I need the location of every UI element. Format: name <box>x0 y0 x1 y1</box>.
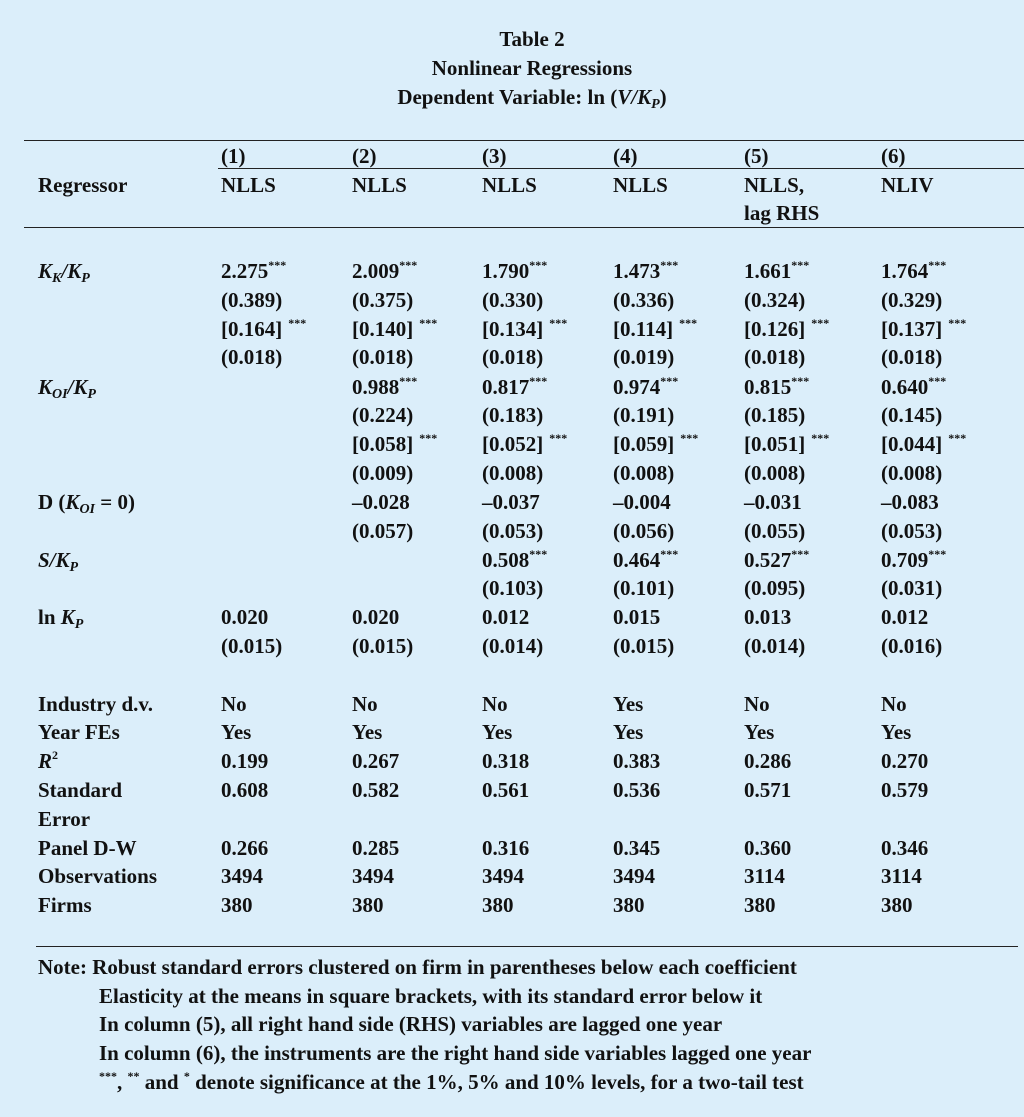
cell-value: 1.790 <box>482 259 530 283</box>
significance-stars: *** <box>268 258 287 272</box>
stat-cell: 0.270 <box>881 749 929 773</box>
table-cell <box>352 517 413 546</box>
table-cell <box>613 459 674 488</box>
column-number: (3) <box>482 144 507 168</box>
cell-value: 2.009 <box>352 259 400 283</box>
cell-value: 0.013 <box>744 605 792 629</box>
cell-value: 0.974 <box>613 375 661 399</box>
significance-stars: *** <box>419 316 438 330</box>
cell-value: (0.014) <box>482 634 544 658</box>
cell-value: (0.008) <box>482 461 544 485</box>
stat-cell: 0.346 <box>881 836 929 860</box>
table-cell <box>881 459 942 488</box>
stat-cell: No <box>482 692 508 716</box>
r2-label: $R^2$ <box>38 748 59 773</box>
significance-stars: *** <box>948 431 967 445</box>
column-method: NLLS <box>482 173 537 197</box>
table-cell <box>221 343 282 372</box>
obs-label: Observations <box>38 864 158 888</box>
table-cell <box>352 315 437 344</box>
stat-cell: 3494 <box>482 864 524 888</box>
cell-value: 0.527 <box>744 548 792 572</box>
table-cell <box>744 574 805 603</box>
regressor-header: Regressor <box>38 173 128 197</box>
table-title: Table 2 <box>499 27 565 51</box>
table-cell <box>613 574 674 603</box>
cell-value: (0.191) <box>613 403 675 427</box>
table-cell <box>881 315 966 344</box>
cell-value: (0.389) <box>221 288 283 312</box>
column-method-line2: lag RHS <box>744 201 820 225</box>
cell-value: (0.008) <box>881 461 943 485</box>
table-subtitle: Nonlinear Regressions <box>431 56 633 80</box>
cell-value: (0.015) <box>352 634 414 658</box>
table-cell <box>613 315 697 344</box>
table-cell <box>881 488 939 517</box>
table-cell <box>352 373 417 402</box>
cell-value: 0.508 <box>482 548 530 572</box>
cell-value: (0.145) <box>881 403 943 427</box>
bottom-rule <box>36 946 1018 947</box>
table-cell <box>881 574 942 603</box>
table-cell <box>482 286 543 315</box>
table-cell <box>881 632 942 661</box>
stat-cell: 3494 <box>352 864 394 888</box>
stat-cell: No <box>352 692 378 716</box>
cell-value: (0.016) <box>881 634 943 658</box>
cell-value: (0.018) <box>744 345 806 369</box>
stat-cell: 3494 <box>613 864 655 888</box>
table-cell <box>352 632 413 661</box>
cell-value: –0.037 <box>482 490 540 514</box>
cell-value: [0.140] <box>352 317 414 341</box>
stat-cell: 380 <box>221 893 253 917</box>
cell-value: (0.014) <box>744 634 806 658</box>
column-number: (5) <box>744 144 769 168</box>
column-method: NLLS <box>352 173 407 197</box>
cell-value: [0.114] <box>613 317 674 341</box>
column-number: (2) <box>352 144 377 168</box>
stat-cell: Yes <box>482 720 513 744</box>
cell-value: [0.059] <box>613 432 675 456</box>
significance-stars: *** <box>791 374 810 388</box>
significance-stars: *** <box>928 258 947 272</box>
stat-cell: 0.318 <box>482 749 530 773</box>
cell-value: (0.031) <box>881 576 943 600</box>
table-cell <box>221 632 282 661</box>
table-cell <box>881 343 942 372</box>
firms-label: Firms <box>38 893 92 917</box>
stat-cell: 0.536 <box>613 778 661 802</box>
table-cell <box>744 488 802 517</box>
significance-stars: *** <box>660 547 679 561</box>
table-cell <box>744 373 809 402</box>
table-cell <box>744 517 805 546</box>
table-cell <box>744 632 805 661</box>
table-cell <box>613 286 674 315</box>
column-method: NLLS <box>221 173 276 197</box>
stat-cell: 0.561 <box>482 778 530 802</box>
significance-stars: *** <box>529 547 548 561</box>
stat-cell: 3494 <box>221 864 263 888</box>
stat-cell: 0.608 <box>221 778 269 802</box>
cell-value: [0.052] <box>482 432 544 456</box>
dw-label: Panel D-W <box>38 836 137 860</box>
cell-value: [0.137] <box>881 317 943 341</box>
table-cell <box>482 603 529 632</box>
table-cell <box>482 574 543 603</box>
note-line: In column (6), the instruments are the right hand side variables lagged one year <box>99 1041 812 1065</box>
table-cell <box>352 603 399 632</box>
table-cell <box>881 517 942 546</box>
table-cell <box>744 430 829 459</box>
cell-value: [0.164] <box>221 317 283 341</box>
cell-value: (0.185) <box>744 403 806 427</box>
cell-value: (0.330) <box>482 288 544 312</box>
stat-cell: Yes <box>881 720 912 744</box>
table-cell <box>482 315 567 344</box>
dependent-variable: Dependent Variable: $\ln (V/K_P)$ <box>397 85 667 112</box>
stat-cell: 0.316 <box>482 836 530 860</box>
cell-value: 1.661 <box>744 259 792 283</box>
regressor-kk-kp: $K_K/K_P$ <box>38 259 90 286</box>
cell-value: (0.015) <box>613 634 675 658</box>
table-cell <box>613 546 678 575</box>
stat-cell: 380 <box>881 893 913 917</box>
stat-cell: Yes <box>613 720 644 744</box>
table-cell <box>744 459 805 488</box>
cell-value: 0.464 <box>613 548 661 572</box>
significance-stars: *** <box>679 316 698 330</box>
cell-value: (0.103) <box>482 576 544 600</box>
stat-cell: Yes <box>613 692 644 716</box>
cell-value: [0.051] <box>744 432 806 456</box>
table-cell <box>613 430 698 459</box>
table-cell <box>881 430 966 459</box>
se-label-line2: Error <box>38 807 91 831</box>
industry-label: Industry d.v. <box>38 692 153 716</box>
stat-cell: 3114 <box>744 864 785 888</box>
cell-value: (0.336) <box>613 288 675 312</box>
cell-value: (0.018) <box>482 345 544 369</box>
significance-stars: *** <box>928 374 947 388</box>
stat-cell: No <box>221 692 247 716</box>
cell-value: 0.015 <box>613 605 661 629</box>
significance-stars: *** <box>811 316 830 330</box>
stat-cell: Yes <box>744 720 775 744</box>
regressor-ln-kp: $\ln K_P$ <box>38 605 84 632</box>
table-cell <box>482 488 540 517</box>
cell-value: (0.008) <box>613 461 675 485</box>
cell-value: (0.009) <box>352 461 414 485</box>
regressor-s-kp: $S/K_P$ <box>38 548 79 575</box>
stat-cell: 0.345 <box>613 836 661 860</box>
cell-value: 0.020 <box>352 605 400 629</box>
cell-value: –0.031 <box>744 490 802 514</box>
regressor-koi-kp: $K_{OI}/K_P$ <box>38 375 96 402</box>
table-cell <box>352 286 413 315</box>
cell-value: (0.324) <box>744 288 806 312</box>
table-cell <box>613 257 678 286</box>
table-cell <box>482 517 543 546</box>
stat-cell: 0.286 <box>744 749 792 773</box>
regressor-d-koi: D $(K_{OI} = 0)$ <box>38 490 135 517</box>
cell-value: [0.058] <box>352 432 414 456</box>
column-method: NLIV <box>881 173 934 197</box>
significance-stars: *** <box>928 547 947 561</box>
cell-value: (0.224) <box>352 403 414 427</box>
note-line: Elasticity at the means in square brackets, with its standard error below it <box>99 984 763 1008</box>
cell-value: (0.375) <box>352 288 414 312</box>
table-cell <box>613 373 678 402</box>
column-number: (1) <box>221 144 246 168</box>
table-cell <box>744 603 791 632</box>
cell-value: 0.988 <box>352 375 400 399</box>
table-cell <box>482 546 547 575</box>
table-cell <box>881 286 942 315</box>
significance-stars: *** <box>288 316 307 330</box>
cell-value: –0.028 <box>352 490 410 514</box>
header-bottom-rule <box>24 227 1024 228</box>
significance-stars: *** <box>529 258 548 272</box>
significance-stars: *** <box>549 316 568 330</box>
significance-stars: *** <box>399 374 418 388</box>
table-cell <box>613 401 674 430</box>
column-method: NLLS <box>613 173 668 197</box>
column-number: (6) <box>881 144 906 168</box>
table-cell <box>744 315 829 344</box>
cell-value: 0.012 <box>881 605 929 629</box>
significance-stars: *** <box>791 258 810 272</box>
significance-stars: *** <box>399 258 418 272</box>
cell-value: (0.095) <box>744 576 806 600</box>
significance-stars: *** <box>948 316 967 330</box>
cell-value: (0.018) <box>352 345 414 369</box>
table-cell <box>221 315 306 344</box>
significance-stars: *** <box>529 374 548 388</box>
table-cell <box>613 603 660 632</box>
table-cell <box>482 257 547 286</box>
table-cell <box>744 257 809 286</box>
cell-value: (0.008) <box>744 461 806 485</box>
table-cell <box>482 373 547 402</box>
significance-stars: *** <box>680 431 699 445</box>
table-cell <box>613 517 674 546</box>
table-cell <box>352 343 413 372</box>
table-cell <box>482 343 543 372</box>
se-label: Standard <box>38 778 123 802</box>
stat-cell: Yes <box>352 720 383 744</box>
table-cell <box>881 373 946 402</box>
cell-value: 0.817 <box>482 375 530 399</box>
table-cell <box>221 257 286 286</box>
cell-value: (0.015) <box>221 634 283 658</box>
cell-value: [0.134] <box>482 317 544 341</box>
cell-value: –0.004 <box>613 490 671 514</box>
cell-value: 0.640 <box>881 375 929 399</box>
cell-value: 0.020 <box>221 605 269 629</box>
top-rule <box>24 140 1024 141</box>
stat-cell: 0.199 <box>221 749 269 773</box>
cell-value: [0.126] <box>744 317 806 341</box>
table-cell <box>613 343 674 372</box>
stat-cell: 380 <box>613 893 645 917</box>
table-cell <box>352 488 410 517</box>
significance-stars: *** <box>549 431 568 445</box>
table-cell <box>482 459 543 488</box>
cell-value: (0.053) <box>482 519 544 543</box>
cell-value: [0.044] <box>881 432 943 456</box>
significance-stars: *** <box>660 258 679 272</box>
stat-cell: 0.383 <box>613 749 661 773</box>
column-number: (4) <box>613 144 638 168</box>
cell-value: (0.057) <box>352 519 414 543</box>
cell-value: 0.815 <box>744 375 792 399</box>
table-cell <box>744 343 805 372</box>
cell-value: 1.764 <box>881 259 929 283</box>
table-cell <box>482 401 543 430</box>
stat-cell: 380 <box>352 893 384 917</box>
table-cell <box>221 286 282 315</box>
note-line: In column (5), all right hand side (RHS) variables are lagged one year <box>99 1012 723 1036</box>
table-cell <box>482 430 567 459</box>
cell-value: (0.055) <box>744 519 806 543</box>
significance-stars: *** <box>419 431 438 445</box>
cell-value: (0.053) <box>881 519 943 543</box>
cell-value: 0.012 <box>482 605 530 629</box>
column-method: NLLS, <box>744 173 805 197</box>
table-cell <box>613 632 674 661</box>
significance-stars: *** <box>791 547 810 561</box>
cell-value: (0.018) <box>881 345 943 369</box>
stat-cell: 0.582 <box>352 778 400 802</box>
stat-cell: 0.360 <box>744 836 792 860</box>
table-cell <box>744 286 805 315</box>
significance-stars: *** <box>811 431 830 445</box>
table-cell <box>881 257 946 286</box>
table-cell <box>352 257 417 286</box>
table-cell <box>881 546 946 575</box>
table-cell <box>744 401 805 430</box>
table-cell <box>744 546 809 575</box>
table-cell <box>352 459 413 488</box>
cell-value: (0.056) <box>613 519 675 543</box>
table-cell <box>352 401 413 430</box>
cell-value: (0.019) <box>613 345 675 369</box>
stat-cell: No <box>744 692 770 716</box>
cell-value: –0.083 <box>881 490 939 514</box>
cell-value: (0.101) <box>613 576 675 600</box>
cell-value: 2.275 <box>221 259 269 283</box>
note-line: ***, ** and * denote significance at the 1%, 5% and 10% levels, for a two-tail test <box>99 1069 804 1094</box>
stat-cell: No <box>881 692 907 716</box>
stat-cell: 380 <box>482 893 514 917</box>
stat-cell: 0.579 <box>881 778 929 802</box>
table-cell <box>221 603 268 632</box>
significance-stars: *** <box>660 374 679 388</box>
table-cell <box>352 430 437 459</box>
stat-cell: 0.267 <box>352 749 400 773</box>
stat-cell: 380 <box>744 893 776 917</box>
cell-value: 1.473 <box>613 259 661 283</box>
table-cell <box>613 488 671 517</box>
table-cell <box>881 603 928 632</box>
table-cell <box>482 632 543 661</box>
year-label: Year FEs <box>38 720 120 744</box>
cell-value: 0.709 <box>881 548 929 572</box>
table-cell <box>881 401 942 430</box>
stat-cell: 0.571 <box>744 778 792 802</box>
stat-cell: 0.285 <box>352 836 400 860</box>
cell-value: (0.018) <box>221 345 283 369</box>
stat-cell: Yes <box>221 720 252 744</box>
note-line: Note: Robust standard errors clustered on firm in parentheses below each coefficient <box>38 955 797 979</box>
stat-cell: 3114 <box>881 864 922 888</box>
stat-cell: 0.266 <box>221 836 269 860</box>
cell-value: (0.329) <box>881 288 943 312</box>
cell-value: (0.183) <box>482 403 544 427</box>
